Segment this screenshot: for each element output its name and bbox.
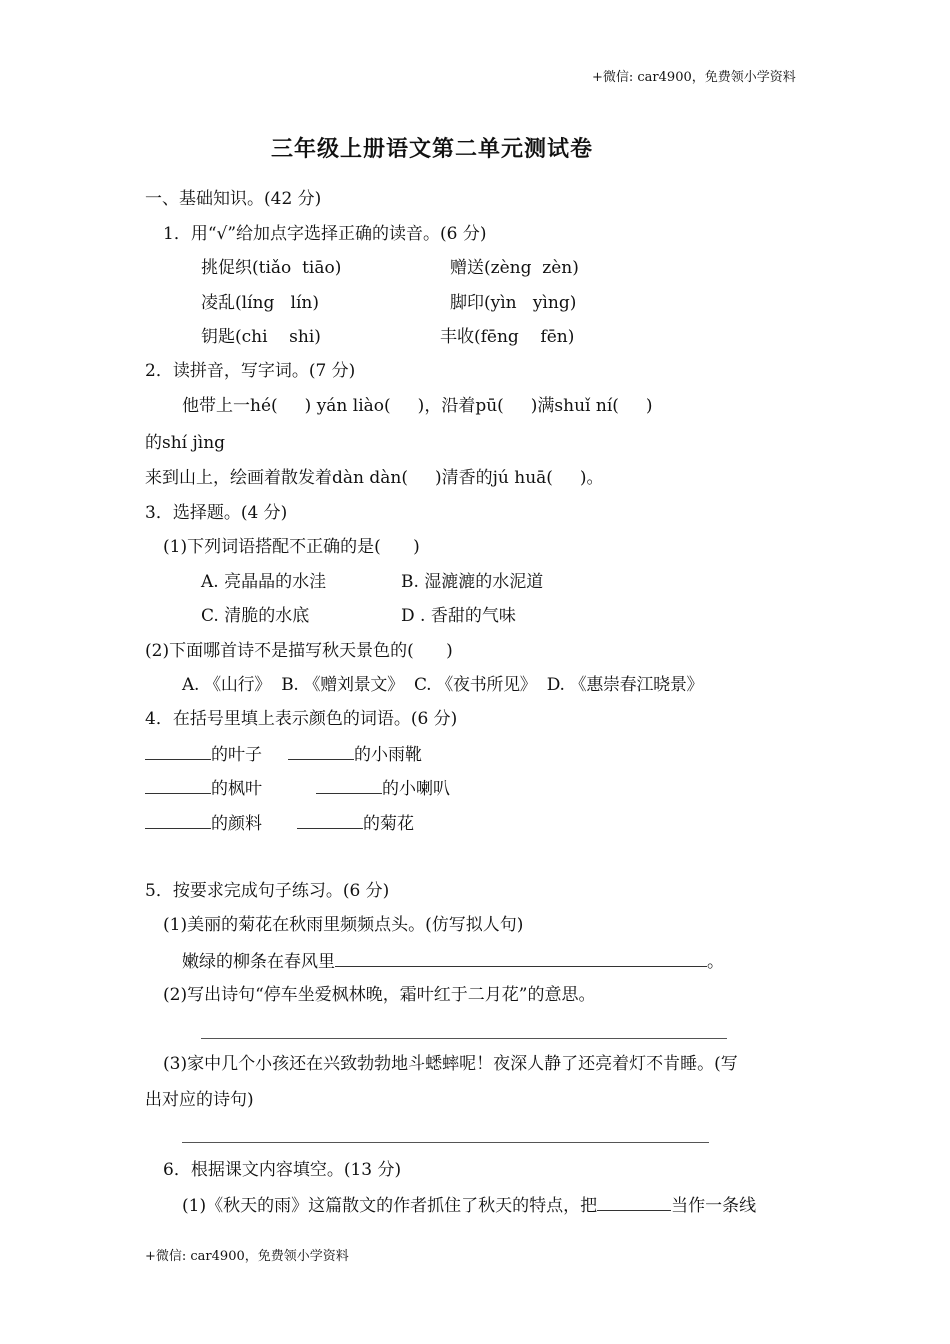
- header-note: +微信: car4900，免费领小学资料: [592, 70, 796, 85]
- question-5-prompt: 5．按要求完成句子练习。(6 分): [145, 881, 390, 901]
- question-4-prompt: 4．在括号里填上表示颜色的词语。(6 分): [145, 709, 458, 729]
- answer-blank[interactable]: [316, 777, 382, 794]
- option-a: A. 亮晶晶的水洼: [201, 572, 327, 592]
- question-3-prompt: 3．选择题。(4 分): [145, 503, 288, 523]
- question-1-prompt: 1．用“√”给加点字选择正确的读音。(6 分): [163, 224, 487, 244]
- question-5-sub3: 出对应的诗句): [145, 1090, 254, 1110]
- blank-item: 的小雨靴: [288, 743, 422, 766]
- question-3-sub2: (2)下面哪首诗不是描写秋天景色的( ): [145, 641, 453, 661]
- answer-blank[interactable]: [297, 812, 363, 829]
- blank-item: 的菊花: [297, 812, 414, 835]
- pinyin-choice: 钥匙(chi shi): [201, 327, 321, 347]
- section-heading: 一、基础知识。(42 分): [145, 189, 322, 209]
- answer-blank[interactable]: [597, 1194, 671, 1211]
- question-2-text: 他带上一hé( ) yán liào( )，沿着pū( )满shuǐ ní( ): [182, 396, 653, 416]
- pinyin-choice: 挑促织(tiǎo tiāo): [201, 258, 342, 278]
- page-title: 三年级上册语文第二单元测试卷: [271, 136, 594, 162]
- imitation-sentence: 嫩绿的柳条在春风里 。: [182, 952, 724, 972]
- answer-blank[interactable]: [145, 812, 211, 829]
- question-3-options: A. 《山行》 B. 《赠刘景文》 C. 《夜书所见》 D. 《惠崇春江晓景》: [182, 675, 704, 695]
- blank-item: 的小喇叭: [316, 777, 450, 800]
- answer-blank[interactable]: [335, 950, 707, 967]
- blank-item: 的枫叶: [145, 777, 262, 800]
- answer-line[interactable]: [182, 1142, 709, 1143]
- question-6-prompt: 6．根据课文内容填空。(13 分): [163, 1160, 402, 1180]
- pinyin-choice: 丰收(fēng fēn): [440, 327, 575, 347]
- pinyin-choice: 赠送(zèng zèn): [450, 258, 579, 278]
- option-c: C. 清脆的水底: [201, 606, 310, 626]
- answer-blank[interactable]: [145, 777, 211, 794]
- answer-line[interactable]: [201, 1038, 727, 1039]
- footer-note: +微信: car4900，免费领小学资料: [145, 1249, 349, 1264]
- question-5-sub3: (3)家中几个小孩还在兴致勃勃地斗蟋蟀呢！夜深人静了还亮着灯不肯睡。(写: [163, 1054, 738, 1074]
- question-6-sub1: (1)《秋天的雨》这篇散文的作者抓住了秋天的特点，把 当作一条线: [182, 1196, 757, 1216]
- option-d: D . 香甜的气味: [401, 606, 516, 626]
- blank-item: 的叶子: [145, 743, 262, 766]
- blank-item: 的颜料: [145, 812, 262, 835]
- question-2-prompt: 2．读拼音，写字词。(7 分): [145, 361, 356, 381]
- question-2-text: 来到山上，绘画着散发着dàn dàn( )清香的jú huā( )。: [145, 468, 604, 488]
- pinyin-choice: 凌乱(líng lín): [201, 293, 320, 313]
- question-2-text: 的shí jìng: [145, 433, 226, 453]
- question-3-sub1: (1)下列词语搭配不正确的是( ): [163, 537, 420, 557]
- answer-blank[interactable]: [288, 743, 354, 760]
- pinyin-choice: 脚印(yìn yìng): [450, 293, 577, 313]
- option-b: B. 湿漉漉的水泥道: [401, 572, 544, 592]
- answer-blank[interactable]: [145, 743, 211, 760]
- question-5-sub2: (2)写出诗句“停车坐爱枫林晚，霜叶红于二月花”的意思。: [163, 985, 596, 1005]
- question-5-sub1: (1)美丽的菊花在秋雨里频频点头。(仿写拟人句): [163, 915, 524, 935]
